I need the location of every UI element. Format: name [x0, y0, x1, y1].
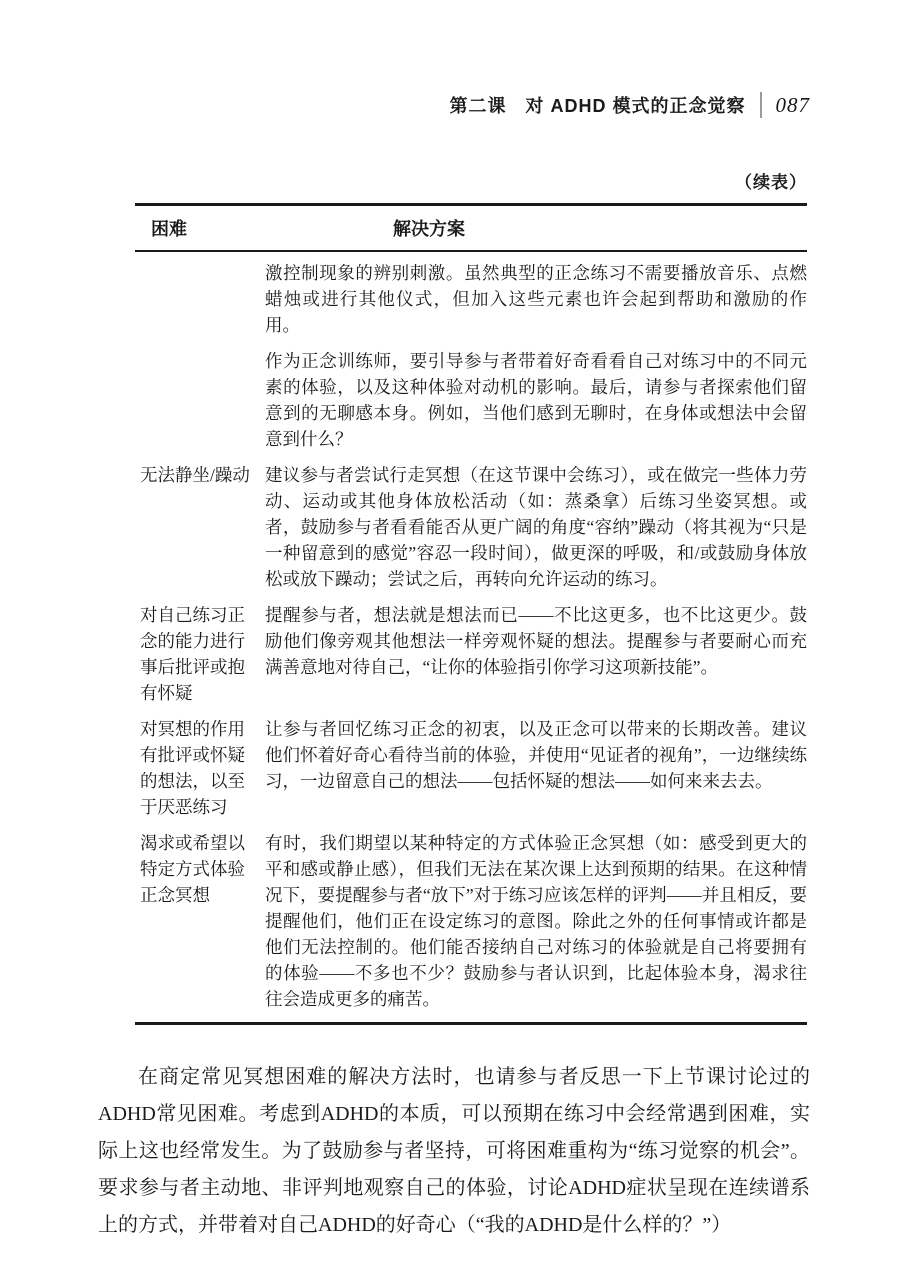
solution-cell — [265, 260, 807, 452]
chapter-title: 第二课 对 ADHD 模式的正念觉察 — [449, 96, 746, 116]
solution-paragraph: 有时，我们期望以某种特定的方式体验正念冥想（如：感受到更大的平和感或静止感），但我们无法在某次课上达到预期的结果。在这种情况下，要提醒参与者“放下”对于练习应该怎样的评判——并且相反，要提醒他们，他们正在设定练习的意图。除此之外的任何事情或许都是他们无法控制的。他们能否接纳自己对练习的体验就是自己将要拥有的体验——不多也不少？鼓励参与者认识到，比起体验本身，渴求往往会造成更多的痛苦。 — [265, 833, 807, 1009]
solution-cell — [265, 830, 807, 1012]
body-paragraph: 在商定常见冥想困难的解决方法时，也请参与者反思一下上节课讨论过的ADHD常见困难。考虑到ADHD的本质，可以预期在练习中会经常遇到困难，实际上这也经常发生。为了鼓励参与者坚持，可将困难重构为“练习觉察的机会”。要求参与者主动地、非评判地观察自己的体验，讨论ADHD症状呈现在连续谱系上的方式，并带着对自己ADHD的好奇心（“我的ADHD是什么样的？”） — [98, 1066, 810, 1236]
column-header-solution: 解决方案 — [393, 219, 465, 239]
body-text-block — [98, 1059, 810, 1244]
solution-paragraph: 激控制现象的辨别刺激。虽然典型的正念练习不需要播放音乐、点燃蜡烛或进行其他仪式，但加入这些元素也许会起到帮助和激励的作用。 — [265, 263, 807, 335]
solution-paragraph: 让参与者回忆练习正念的初衷，以及正念可以带来的长期改善。建议他们怀着好奇心看待当前的体验，并使用“见证者的视角”，一边继续练习，一边留意自己的想法——包括怀疑的想法——如何来来去去。 — [265, 719, 807, 791]
table-row — [135, 260, 807, 452]
table-body — [135, 252, 807, 1022]
table-row — [135, 716, 807, 820]
table-row — [135, 602, 807, 706]
table-continued-note: （续表） — [735, 173, 807, 192]
table-row — [135, 830, 807, 1012]
solution-cell — [265, 716, 807, 820]
table-row — [135, 462, 807, 592]
solution-paragraph: 建议参与者尝试行走冥想（在这节课中会练习），或在做完一些体力劳动、运动或其他身体放松活动（如：蒸桑拿）后练习坐姿冥想。或者，鼓励参与者看看能否从更广阔的角度“容纳”躁动（将其视为“只是一种留意到的感觉”容忍一段时间），做更深的呼吸，和/或鼓励身体放松或放下躁动；尝试之后，再转向允许运动的练习。 — [265, 465, 807, 589]
difficulty-label: 对自己练习正念的能力进行事后批评或抱有怀疑 — [140, 605, 245, 703]
difficulty-label: 对冥想的作用有批评或怀疑的想法，以至于厌恶练习 — [140, 719, 245, 817]
table-header-row — [135, 206, 807, 252]
running-head — [450, 92, 811, 118]
difficulty-label: 渴求或希望以特定方式体验正念冥想 — [140, 833, 245, 905]
header-divider — [760, 92, 762, 118]
solution-paragraph: 提醒参与者，想法就是想法而已——不比这更多，也不比这更少。鼓励他们像旁观其他想法一样旁观怀疑的想法。提醒参与者要耐心而充满善意地对待自己，“让你的体验指引你学习这项新技能”。 — [265, 605, 807, 677]
page-number: 087 — [775, 92, 810, 117]
difficulty-label: 无法静坐/躁动 — [140, 465, 250, 485]
column-header-difficulty: 困难 — [151, 219, 187, 239]
solution-paragraph: 作为正念训练师，要引导参与者带着好奇看看自己对练习中的不同元素的体验，以及这种体验对动机的影响。最后，请参与者探索他们留意到的无聊感本身。例如，当他们感到无聊时，在身体或想法中会留意到什么？ — [265, 351, 807, 449]
difficulty-label — [135, 260, 265, 452]
difficulties-table — [135, 203, 807, 1025]
solution-cell — [265, 602, 807, 706]
solution-cell — [265, 462, 807, 592]
